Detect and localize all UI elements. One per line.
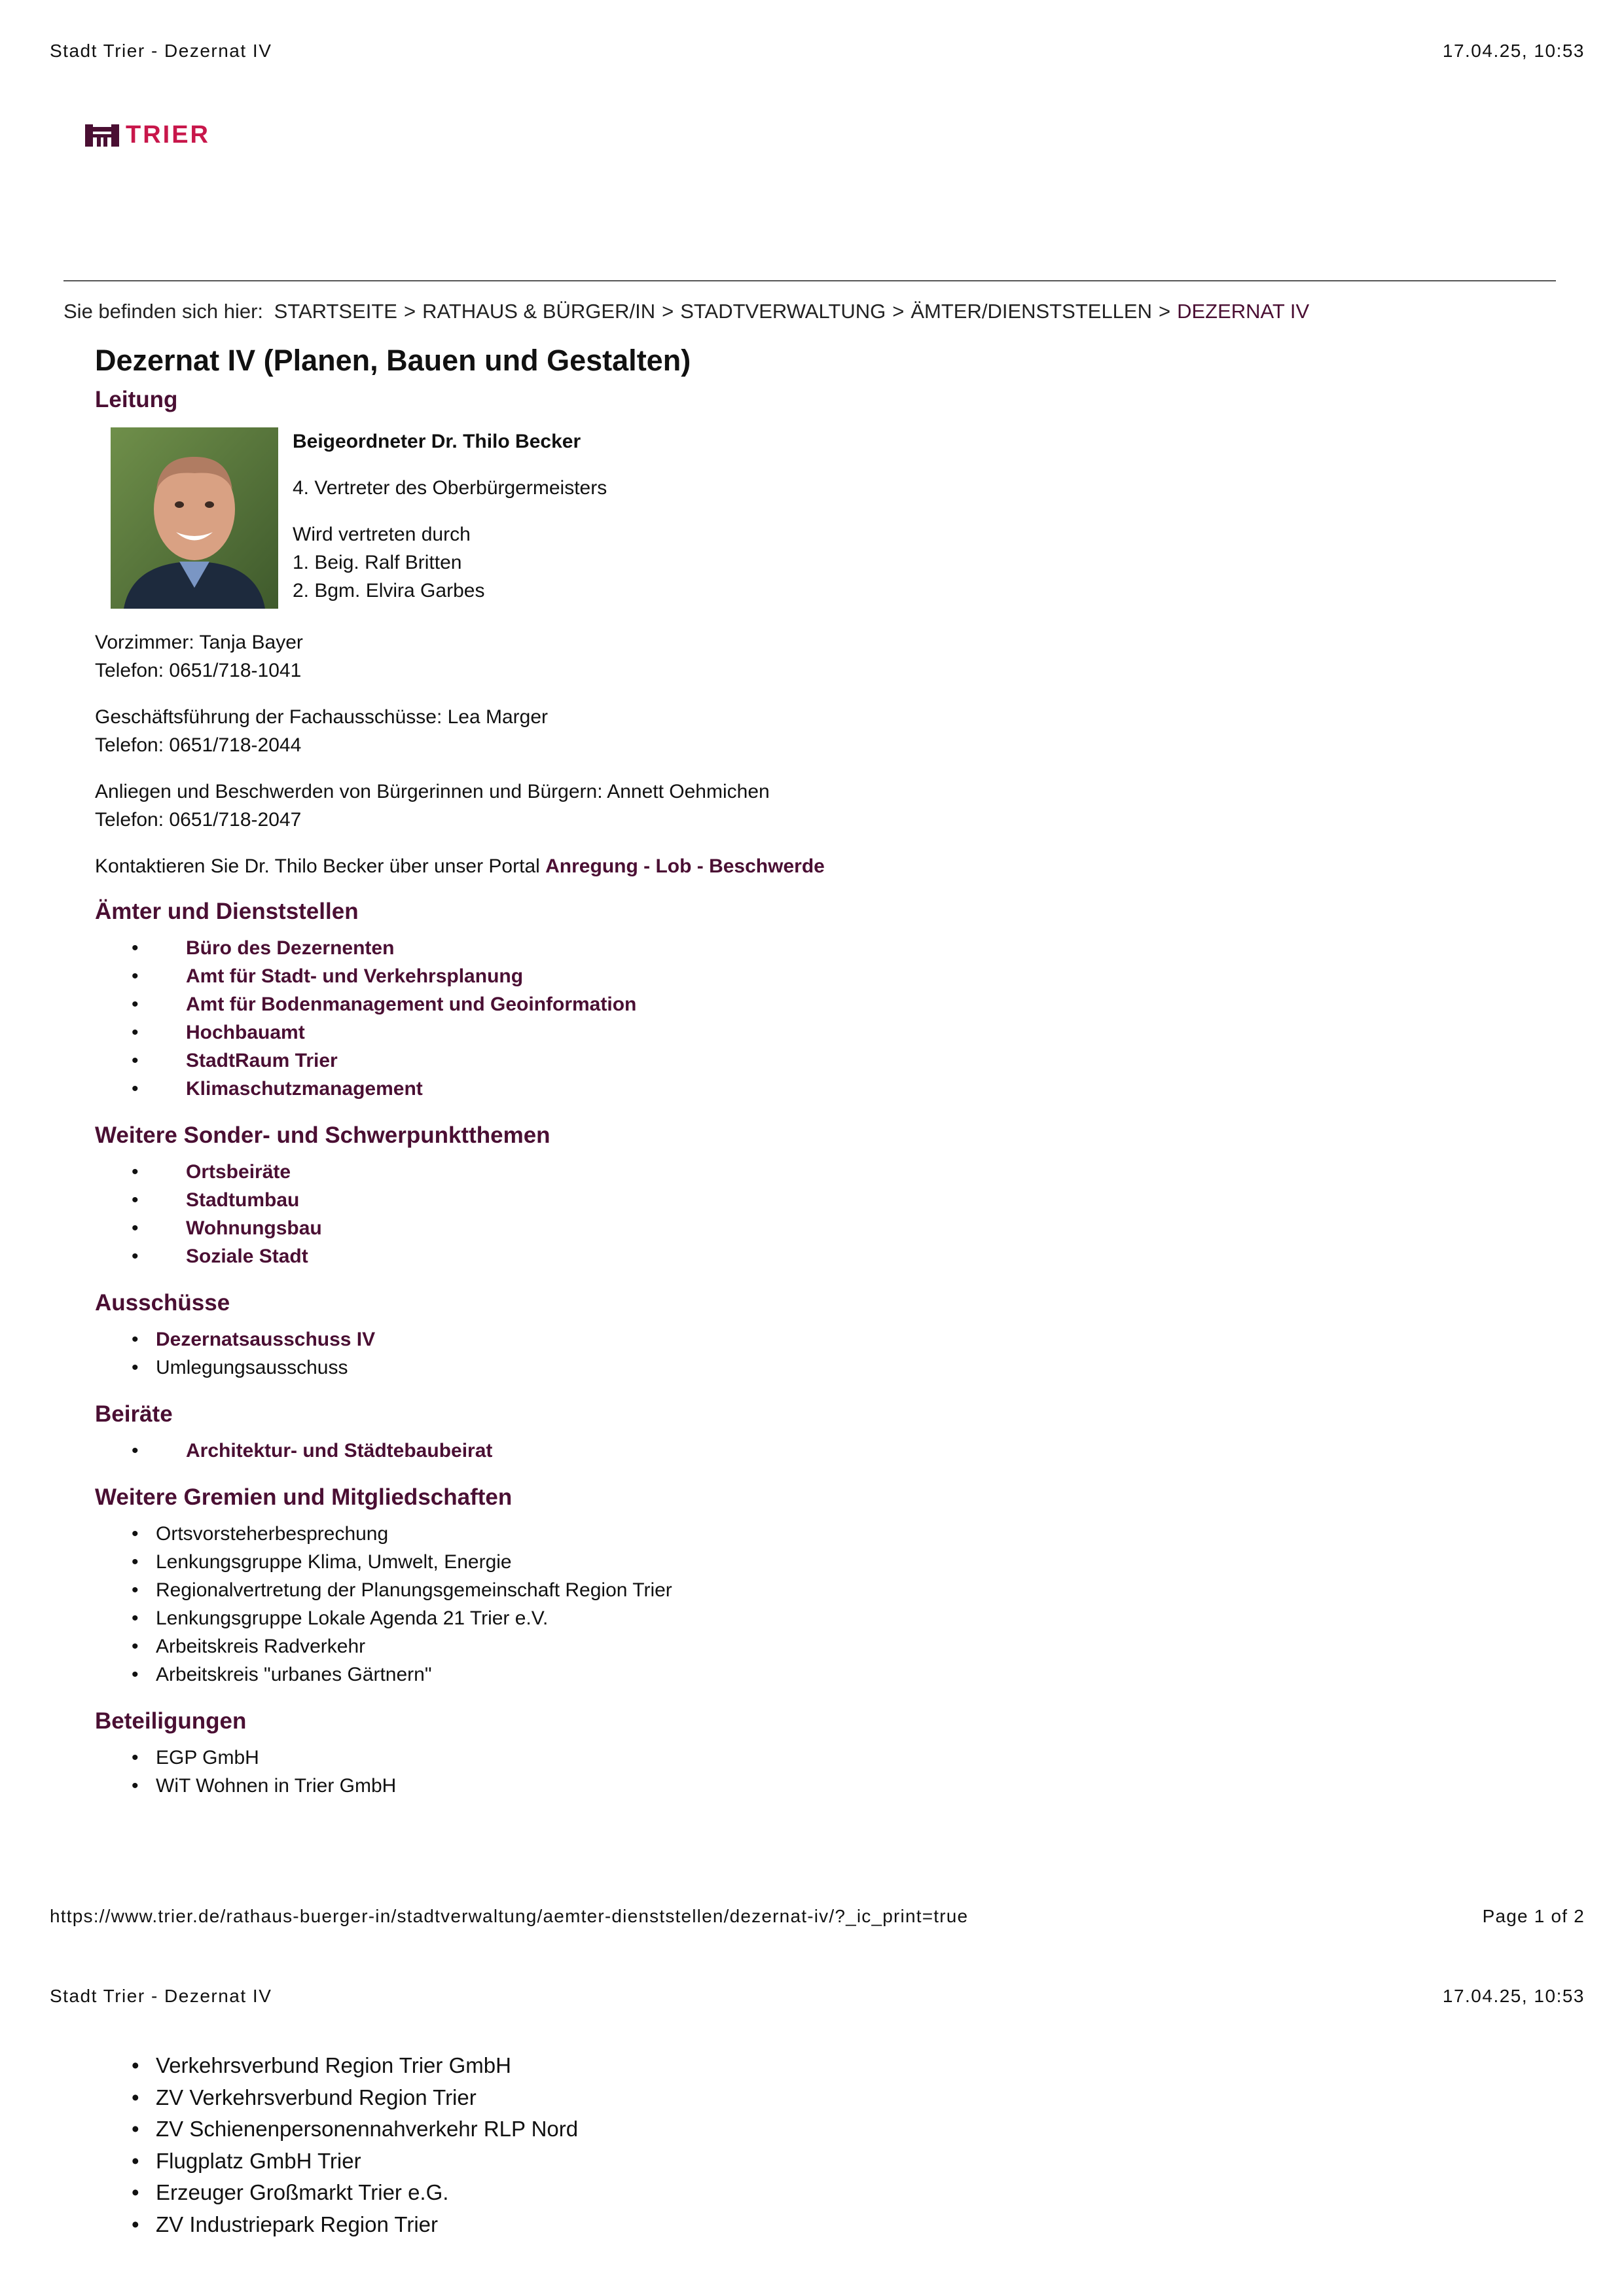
beteiligungen-list-page2	[95, 2050, 578, 2240]
list-item	[95, 1186, 1535, 1214]
vertreten-label: Wird vertreten durch	[293, 524, 471, 545]
dezernent-role: 4. Vertreter des Oberbürgermeisters	[293, 477, 607, 499]
portal-link[interactable]: Anregung - Lob - Beschwerde	[545, 855, 825, 877]
amt-link-verkehrsplanung[interactable]: Amt für Stadt- und Verkehrsplanung	[186, 965, 524, 987]
list-item: • Flugplatz GmbH Trier	[95, 2145, 578, 2178]
print-footer-page: Page 1 of 2	[1482, 1906, 1585, 1926]
list-item	[95, 990, 1535, 1018]
sonderthemen-list	[95, 1158, 1535, 1270]
beteiligungen-list	[95, 1744, 1535, 1800]
trier-logo[interactable]	[85, 121, 210, 149]
list-item	[95, 1242, 1535, 1270]
thema-link-stadtumbau[interactable]: Stadtumbau	[186, 1189, 300, 1211]
breadcrumb-prefix: Sie befinden sich hier:	[63, 300, 264, 323]
gremien-list	[95, 1520, 1535, 1689]
contact-beschwerden	[95, 778, 1535, 834]
contact-phone: Telefon: 0651/718-1041	[95, 660, 302, 681]
breadcrumb-aemter[interactable]: ÄMTER/DIENSTSTELLEN	[911, 300, 1152, 323]
contact-phone: Telefon: 0651/718-2047	[95, 809, 302, 831]
gremien-heading: Weitere Gremien und Mitgliedschaften	[95, 1484, 513, 1510]
list-item: • Erzeuger Großmarkt Trier e.G.	[95, 2177, 578, 2209]
thema-link-ortsbeiraete[interactable]: Ortsbeiräte	[186, 1161, 291, 1183]
ausschuss-link-dezernat[interactable]: Dezernatsausschuss IV	[156, 1329, 376, 1350]
list-item	[95, 1325, 1535, 1354]
sonderthemen-heading: Weitere Sonder- und Schwerpunktthemen	[95, 1122, 550, 1148]
contact-vorzimmer	[95, 628, 1535, 685]
list-item	[95, 1018, 1535, 1047]
ausschuesse-list	[95, 1325, 1535, 1382]
beirat-link-architektur[interactable]: Architektur- und Städtebaubeirat	[186, 1440, 493, 1462]
list-item: • Arbeitskreis "urbanes Gärtnern"	[95, 1660, 1535, 1689]
vertreter-2: 2. Bgm. Elvira Garbes	[293, 580, 485, 601]
list-item: • ZV Industriepark Region Trier	[95, 2209, 578, 2241]
breadcrumb-startseite[interactable]: STARTSEITE	[274, 300, 397, 323]
list-item: • Umlegungsausschuss	[95, 1354, 1535, 1382]
list-item	[95, 1047, 1535, 1075]
amt-link-bodenmanagement[interactable]: Amt für Bodenmanagement und Geoinformation	[186, 994, 637, 1015]
amt-link-buero[interactable]: Büro des Dezernenten	[186, 937, 395, 959]
list-item: • Arbeitskreis Radverkehr	[95, 1632, 1535, 1660]
beiraete-list	[95, 1437, 1535, 1465]
contact-phone: Telefon: 0651/718-2044	[95, 734, 302, 756]
list-item: • WiT Wohnen in Trier GmbH	[95, 1772, 1535, 1800]
list-item	[95, 1437, 1535, 1465]
leitung-heading: Leitung	[95, 387, 178, 412]
breadcrumb-separator: >	[1158, 300, 1171, 323]
vertreter-1: 1. Beig. Ralf Britten	[293, 552, 462, 573]
print-header-datetime-page2: 17.04.25, 10:53	[1442, 1986, 1585, 2006]
ausschuesse-heading: Ausschüsse	[95, 1290, 230, 1316]
thema-link-soziale-stadt[interactable]: Soziale Stadt	[186, 1246, 308, 1267]
thema-link-wohnungsbau[interactable]: Wohnungsbau	[186, 1217, 322, 1239]
contact-name: Anliegen und Beschwerden von Bürgerinnen und Bürgern: Annett Oehmichen	[95, 781, 770, 802]
amt-link-klimaschutz[interactable]: Klimaschutzmanagement	[186, 1078, 423, 1100]
list-item: • Regionalvertretung der Planungsgemeinschaft Region Trier	[95, 1576, 1535, 1604]
main-content	[95, 344, 1535, 1820]
header-divider	[63, 280, 1556, 281]
breadcrumb-separator: >	[892, 300, 905, 323]
contact-geschaeftsfuehrung	[95, 703, 1535, 759]
portrait-photo	[111, 427, 278, 609]
breadcrumb-current: DEZERNAT IV	[1177, 300, 1310, 323]
list-item: • EGP GmbH	[95, 1744, 1535, 1772]
amt-link-stadtraum[interactable]: StadtRaum Trier	[186, 1050, 338, 1071]
print-header-datetime: 17.04.25, 10:53	[1442, 41, 1585, 61]
list-item: • ZV Schienenpersonennahverkehr RLP Nord	[95, 2113, 578, 2145]
breadcrumb	[63, 300, 1309, 323]
breadcrumb-stadtverwaltung[interactable]: STADTVERWALTUNG	[680, 300, 886, 323]
contact-name: Vorzimmer: Tanja Bayer	[95, 632, 303, 653]
breadcrumb-separator: >	[662, 300, 674, 323]
list-item	[95, 1075, 1535, 1103]
beteiligungen-heading: Beteiligungen	[95, 1708, 247, 1734]
amt-link-hochbauamt[interactable]: Hochbauamt	[186, 1022, 305, 1043]
contact-name: Geschäftsführung der Fachausschüsse: Lea Marger	[95, 706, 549, 728]
list-item	[95, 962, 1535, 990]
portal-line	[95, 852, 1535, 880]
leitung-block	[111, 427, 1535, 609]
list-item: • ZV Verkehrsverbund Region Trier	[95, 2082, 578, 2114]
list-item: • Ortsvorsteherbesprechung	[95, 1520, 1535, 1548]
dezernent-name: Beigeordneter Dr. Thilo Becker	[293, 431, 581, 452]
list-item	[95, 1158, 1535, 1186]
list-item	[95, 934, 1535, 962]
portal-text: Kontaktieren Sie Dr. Thilo Becker über unser Portal	[95, 855, 540, 877]
aemter-list	[95, 934, 1535, 1103]
aemter-heading: Ämter und Dienststellen	[95, 899, 359, 924]
porta-nigra-icon	[85, 124, 119, 147]
print-header-title: Stadt Trier - Dezernat IV	[50, 41, 272, 61]
page-title: Dezernat IV (Planen, Bauen und Gestalten)	[95, 344, 691, 377]
list-item: • Lenkungsgruppe Lokale Agenda 21 Trier e.V.	[95, 1604, 1535, 1632]
list-item	[95, 1214, 1535, 1242]
breadcrumb-separator: >	[404, 300, 416, 323]
breadcrumb-rathaus[interactable]: RATHAUS & BÜRGER/IN	[422, 300, 656, 323]
list-item: • Lenkungsgruppe Klima, Umwelt, Energie	[95, 1548, 1535, 1576]
logo-text: TRIER	[126, 121, 210, 149]
print-header-title-page2: Stadt Trier - Dezernat IV	[50, 1986, 272, 2006]
list-item: • Verkehrsverbund Region Trier GmbH	[95, 2050, 578, 2082]
beiraete-heading: Beiräte	[95, 1401, 173, 1427]
print-footer-url: https://www.trier.de/rathaus-buerger-in/stadtverwaltung/aemter-dienststellen/dezernat-iv/?_ic_print=true	[50, 1906, 969, 1926]
